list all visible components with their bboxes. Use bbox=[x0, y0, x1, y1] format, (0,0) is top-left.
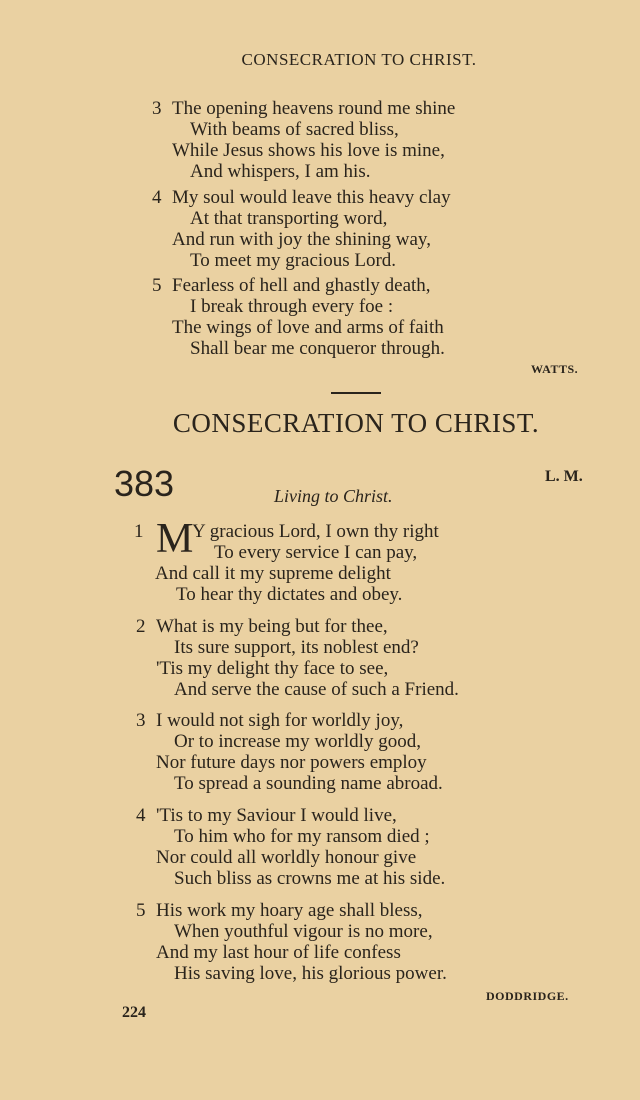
verse-line: And whispers, I am his. bbox=[190, 161, 371, 182]
verse-line: Nor future days nor powers employ bbox=[156, 752, 427, 773]
stanza-number: 2 bbox=[136, 616, 146, 637]
stanza-number: 1 bbox=[134, 521, 144, 542]
verse-line: At that transporting word, bbox=[190, 208, 388, 229]
prev-stanza-5 bbox=[152, 275, 445, 359]
hymn-meter: L. M. bbox=[545, 468, 583, 485]
verse-line: And my last hour of life confess bbox=[156, 942, 401, 963]
verse-line: Nor could all worldly honour give bbox=[156, 847, 417, 868]
author-attribution: DODDRIDGE. bbox=[486, 989, 569, 1003]
hymn-stanza-4 bbox=[136, 805, 445, 889]
verse-line: Y gracious Lord, I own thy right bbox=[192, 521, 439, 542]
verse-line: 'Tis my delight thy face to see, bbox=[156, 658, 389, 679]
running-head: CONSECRATION TO CHRIST. bbox=[241, 50, 477, 69]
verse-line: His work my hoary age shall bless, bbox=[156, 900, 423, 921]
prev-stanza-3 bbox=[152, 98, 455, 182]
verse-line: 'Tis to my Saviour I would live, bbox=[156, 805, 397, 826]
verse-line: While Jesus shows his love is mine, bbox=[172, 140, 445, 161]
verse-line: To every service I can pay, bbox=[214, 542, 418, 563]
section-title: CONSECRATION TO CHRIST. bbox=[172, 408, 540, 438]
hymn-stanza-2 bbox=[136, 616, 459, 700]
verse-line: The wings of love and arms of faith bbox=[172, 317, 444, 338]
verse-line: I would not sigh for worldly joy, bbox=[156, 710, 404, 731]
hymn-stanza-1 bbox=[134, 521, 439, 605]
section-divider bbox=[331, 392, 381, 394]
verse-line: To spread a sounding name abroad. bbox=[174, 773, 443, 794]
stanza-number: 3 bbox=[136, 710, 146, 731]
stanza-number: 4 bbox=[136, 805, 146, 826]
verse-line: To hear thy dictates and obey. bbox=[176, 584, 403, 605]
prev-stanza-4 bbox=[152, 187, 451, 271]
hymn-number: 383 bbox=[114, 463, 175, 504]
verse-line: And run with joy the shining way, bbox=[172, 229, 431, 250]
verse-line: To him who for my ransom died ; bbox=[174, 826, 430, 847]
verse-line: And serve the cause of such a Friend. bbox=[174, 679, 459, 700]
author-attribution: WATTS. bbox=[531, 362, 579, 376]
verse-line: What is my being but for thee, bbox=[156, 616, 388, 637]
verse-line: And call it my supreme delight bbox=[155, 563, 391, 584]
hymn-stanza-3 bbox=[136, 710, 443, 794]
verse-line: My soul would leave this heavy clay bbox=[172, 187, 451, 208]
hymn-stanza-5 bbox=[136, 900, 447, 984]
verse-line: To meet my gracious Lord. bbox=[190, 250, 397, 271]
stanza-number: 3 bbox=[152, 98, 162, 119]
verse-line: The opening heavens round me shine bbox=[172, 98, 456, 119]
verse-line: With beams of sacred bliss, bbox=[190, 119, 399, 140]
stanza-number: 4 bbox=[152, 187, 162, 208]
drop-cap: M bbox=[156, 516, 194, 562]
verse-line: Shall bear me conqueror through. bbox=[190, 338, 445, 359]
verse-line: Its sure support, its noblest end? bbox=[174, 637, 419, 658]
verse-line: His saving love, his glorious power. bbox=[174, 963, 447, 984]
verse-line: Fearless of hell and ghastly death, bbox=[172, 275, 431, 296]
stanza-number: 5 bbox=[136, 900, 146, 921]
verse-line: I break through every foe : bbox=[190, 296, 394, 317]
stanza-number: 5 bbox=[152, 275, 162, 296]
page-number: 224 bbox=[122, 1004, 146, 1021]
verse-line: Such bliss as crowns me at his side. bbox=[174, 868, 446, 889]
hymn-subtitle: Living to Christ. bbox=[274, 486, 393, 506]
verse-line: When youthful vigour is no more, bbox=[174, 921, 433, 942]
verse-line: Or to increase my worldly good, bbox=[174, 731, 421, 752]
